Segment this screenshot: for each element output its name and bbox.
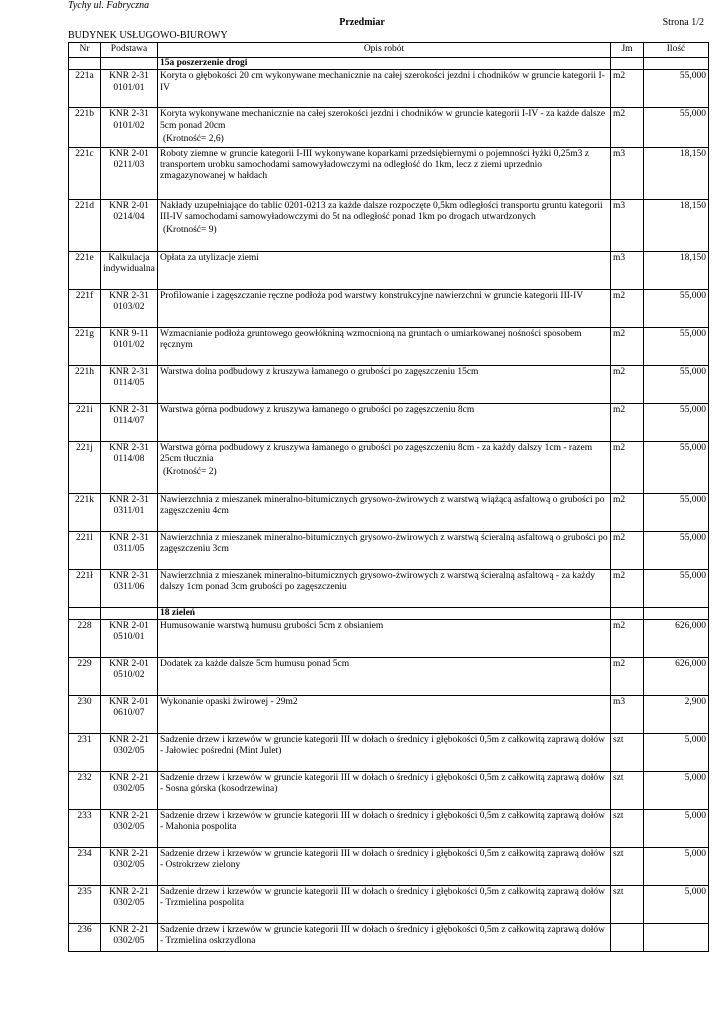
item-description: Sadzenie drzew i krzewów w gruncie kategorii III w dołach o średnicy i głębokości 0,5m z całkowitą zaprawą dołów - Mahonia pospolita [160, 810, 606, 833]
item-description: Warstwa górna podbudowy z kruszywa łamanego o grubości po zagęszczeniu 8cm - za każdy dalszy 1cm - razem 25cm tłucznia [160, 442, 593, 464]
basis-catalog: KNR 2-01 [109, 620, 149, 631]
item-quantity: 55,000 [644, 70, 709, 108]
item-quantity: 5,000 [644, 809, 709, 847]
item-unit: m2 [611, 531, 644, 569]
basis-position: 0114/07 [113, 415, 145, 426]
item-unit: m2 [611, 70, 644, 108]
table-row [69, 733, 709, 771]
item-description-cell [158, 847, 611, 885]
basis-position: 0302/05 [113, 936, 145, 947]
item-quantity: 5,000 [644, 733, 709, 771]
item-basis [101, 199, 158, 251]
table-row [69, 923, 709, 951]
basis-position: 0510/01 [113, 632, 145, 643]
basis-position: 0311/05 [113, 543, 145, 554]
table-row [69, 108, 709, 147]
multiplier-note: (Krotność= 2) [163, 467, 217, 478]
basis-catalog: KNR 2-31 [109, 570, 149, 581]
section-label: 18 zieleń [158, 607, 611, 619]
item-description-cell [158, 70, 611, 108]
item-number: 221g [69, 327, 101, 365]
item-description-cell [158, 147, 611, 199]
item-unit: m2 [611, 108, 644, 147]
table-header-row [69, 43, 709, 58]
basis-catalog: KNR 2-31 [109, 71, 149, 82]
basis-position: 0311/01 [113, 505, 145, 516]
basis-position: 0114/08 [113, 453, 145, 464]
item-number: 221e [69, 251, 101, 289]
item-basis [101, 885, 158, 923]
item-description: Nawierzchnia z mieszanek mineralno-bitumicznych grysowo-żwirowych z warstwą ścieralną asfaltową o grubości po zagęszczeniu 3cm [160, 532, 608, 554]
item-unit: m2 [611, 657, 644, 695]
table-row [69, 289, 709, 327]
item-description-cell [158, 657, 611, 695]
item-quantity: 55,000 [644, 327, 709, 365]
item-basis [101, 108, 158, 147]
item-unit: m2 [611, 441, 644, 493]
estimate-table [68, 42, 709, 952]
basis-position: 0302/05 [113, 746, 145, 757]
item-number: 221c [69, 147, 101, 199]
item-quantity: 55,000 [644, 441, 709, 493]
item-description-cell [158, 809, 611, 847]
table-row [69, 403, 709, 441]
basis-catalog: KNR 2-01 [109, 658, 149, 669]
item-number: 233 [69, 809, 101, 847]
item-description-cell [158, 365, 611, 403]
item-quantity: 5,000 [644, 885, 709, 923]
item-description: Sadzenie drzew i krzewów w gruncie kategorii III w dołach o średnicy i głębokości 0,5m z całkowitą zaprawą dołów - Trzmielina pospolita [160, 886, 606, 909]
item-unit: m3 [611, 251, 644, 289]
basis-catalog: KNR 9-11 [109, 328, 149, 339]
item-description: Nawierzchnia z mieszanek mineralno-bitumicznych grysowo-żwirowych z warstwą wiążącą asfaltową o grubości po zagęszczeniu 4cm [160, 494, 605, 516]
item-description-cell [158, 403, 611, 441]
item-description-cell [158, 531, 611, 569]
item-quantity: 626,000 [644, 619, 709, 657]
item-description-cell [158, 733, 611, 771]
item-basis [101, 441, 158, 493]
basis-position: indywidualna [103, 263, 155, 274]
item-description-cell [158, 441, 611, 493]
table-row [69, 327, 709, 365]
item-description-cell [158, 619, 611, 657]
item-quantity: 5,000 [644, 771, 709, 809]
table-row [69, 365, 709, 403]
item-description: Koryta o głębokości 20 cm wykonywane mechanicznie na całej szerokości jezdni i chodników w gruncie kategorii I-IV [160, 71, 605, 93]
item-description: Wykonanie opaski żwirowej - 29m2 [160, 696, 298, 707]
item-quantity: 18,150 [644, 199, 709, 251]
basis-position: 0510/02 [113, 670, 145, 681]
table-row [69, 695, 709, 733]
table-row [69, 657, 709, 695]
basis-position: 0211/03 [113, 159, 145, 170]
item-quantity: 626,000 [644, 657, 709, 695]
section-row [69, 58, 709, 70]
item-description-cell [158, 327, 611, 365]
section-spacer [69, 607, 101, 619]
item-description: Sadzenie drzew i krzewów w gruncie kategorii III w dołach o średnicy i głębokości 0,5m z całkowitą zaprawą dołów - Trzmielina oskrzydlona [160, 924, 606, 947]
item-basis [101, 147, 158, 199]
item-quantity: 2,900 [644, 695, 709, 733]
item-quantity: 55,000 [644, 403, 709, 441]
item-description-cell [158, 493, 611, 531]
item-unit: szt [611, 847, 644, 885]
basis-catalog: KNR 2-21 [109, 734, 149, 745]
item-unit: szt [611, 733, 644, 771]
item-description: Sadzenie drzew i krzewów w gruncie kategorii III w dołach o średnicy i głębokości 0,5m z całkowitą zaprawą dołów - Jałowiec pośredni (Mint Julet) [160, 734, 606, 757]
basis-position: 0114/05 [113, 377, 145, 388]
item-number: 229 [69, 657, 101, 695]
table-row [69, 147, 709, 199]
basis-catalog: KNR 2-01 [109, 148, 149, 159]
item-description: Nawierzchnia z mieszanek mineralno-bitumicznych grysowo-żwirowych z warstwą ścieralną asfaltową - za każdy dalszy 1cm ponad 3cm grubości po zagęszczeniu [160, 570, 595, 592]
item-description: Sadzenie drzew i krzewów w gruncie kategorii III w dołach o średnicy i głębokości 0,5m z całkowitą zaprawą dołów - Sosna górska (kosodrzewina) [160, 772, 606, 795]
table-row [69, 441, 709, 493]
basis-catalog: KNR 2-21 [109, 848, 149, 859]
basis-catalog: KNR 2-21 [109, 810, 149, 821]
basis-catalog: KNR 2-21 [109, 772, 149, 783]
table-row [69, 493, 709, 531]
basis-position: 0214/04 [113, 211, 145, 222]
item-description: Wzmacnianie podłoża gruntowego geowłókniną wzmocnioną na gruntach o umiarkowanej nośności sposobem ręcznym [160, 328, 582, 350]
item-description-cell [158, 108, 611, 147]
building-name: BUDYNEK USŁUGOWO-BIUROWY [68, 30, 228, 41]
item-number: 236 [69, 923, 101, 951]
document-title: Przedmiar [339, 17, 385, 28]
item-description-cell [158, 569, 611, 607]
basis-position: 0302/05 [113, 784, 145, 795]
item-description: Nakłady uzupełniające do tablic 0201-0213 za każde dalsze rozpoczęte 0,5km odległości transportu gruntu kategorii III-IV samochodami samowyładowczymi do 5t na odległość ponad 1km po drogach utwardzonych [160, 200, 603, 222]
table-row [69, 847, 709, 885]
item-number: 221d [69, 199, 101, 251]
item-basis [101, 493, 158, 531]
item-quantity: 55,000 [644, 289, 709, 327]
item-basis [101, 365, 158, 403]
basis-catalog: KNR 2-31 [109, 109, 149, 120]
item-basis [101, 70, 158, 108]
table-row [69, 531, 709, 569]
item-description: Koryta wykonywane mechanicznie na całej szerokości jezdni i chodników w gruncie kategorii I-IV - za każde dalsze 5cm ponad 20cm [160, 109, 606, 131]
item-quantity: 18,150 [644, 147, 709, 199]
item-basis [101, 569, 158, 607]
basis-position: 0610/07 [113, 708, 145, 719]
basis-catalog: KNR 2-21 [109, 886, 149, 897]
item-number: 221a [69, 70, 101, 108]
item-basis [101, 733, 158, 771]
basis-catalog: KNR 2-31 [109, 494, 149, 505]
basis-position: 0302/05 [113, 860, 145, 871]
item-unit: m2 [611, 365, 644, 403]
item-number: 221l [69, 531, 101, 569]
basis-catalog: KNR 2-31 [109, 366, 149, 377]
basis-position: 0302/05 [113, 822, 145, 833]
item-number: 221b [69, 108, 101, 147]
item-unit: m2 [611, 569, 644, 607]
item-number: 221h [69, 365, 101, 403]
table-row [69, 70, 709, 108]
item-quantity: 5,000 [644, 847, 709, 885]
item-description-cell [158, 289, 611, 327]
item-description-cell [158, 695, 611, 733]
item-quantity: 55,000 [644, 493, 709, 531]
section-spacer [644, 607, 709, 619]
section-spacer [101, 607, 158, 619]
item-quantity [644, 923, 709, 951]
item-unit: m2 [611, 493, 644, 531]
basis-catalog: KNR 2-01 [109, 696, 149, 707]
item-description: Roboty ziemne w gruncie kategorii I-III wykonywane koparkami przedsiębiernymi o pojemności łyżki 0,25m3 z transportem urobku samochodami samowyładowczymi na odległość do 1km, lecz z ziemi uprzednio zmagazynowanej w hałdach [160, 148, 589, 182]
item-unit: m2 [611, 403, 644, 441]
item-basis [101, 251, 158, 289]
item-number: 221k [69, 493, 101, 531]
basis-catalog: Kalkulacja [108, 252, 150, 263]
location-label: Tychy ul. Fabryczna [68, 0, 150, 11]
section-spacer [611, 58, 644, 70]
table-row [69, 251, 709, 289]
item-basis [101, 531, 158, 569]
item-unit: m2 [611, 619, 644, 657]
item-description: Dodatek za każde dalsze 5cm humusu ponad 5cm [160, 658, 350, 669]
table-row [69, 569, 709, 607]
section-label: 15a poszerzenie drogi [158, 58, 611, 70]
basis-catalog: KNR 2-21 [109, 924, 149, 935]
item-number: 235 [69, 885, 101, 923]
item-unit: m2 [611, 327, 644, 365]
section-spacer [101, 58, 158, 70]
item-number: 221f [69, 289, 101, 327]
basis-position: 0311/06 [113, 581, 145, 592]
item-basis [101, 327, 158, 365]
item-number: 232 [69, 771, 101, 809]
basis-catalog: KNR 2-31 [109, 290, 149, 301]
table-row [69, 809, 709, 847]
item-unit: m2 [611, 289, 644, 327]
section-spacer [69, 58, 101, 70]
column-header-podstawa: Podstawa [101, 43, 158, 58]
item-basis [101, 809, 158, 847]
basis-catalog: KNR 2-31 [109, 442, 149, 453]
section-spacer [611, 607, 644, 619]
table-row [69, 199, 709, 251]
basis-position: 0101/02 [113, 339, 145, 350]
item-quantity: 55,000 [644, 365, 709, 403]
basis-catalog: KNR 2-01 [109, 200, 149, 211]
section-row [69, 607, 709, 619]
item-description: Humusowanie warstwą humusu grubości 5cm z obsianiem [160, 620, 384, 631]
item-number: 221ł [69, 569, 101, 607]
page-number: Strona 1/2 [662, 17, 704, 28]
item-basis [101, 771, 158, 809]
item-description: Opłata za utylizacje ziemi [160, 252, 259, 263]
item-quantity: 18,150 [644, 251, 709, 289]
multiplier-note: (Krotność= 9) [163, 225, 217, 236]
basis-catalog: KNR 2-31 [109, 404, 149, 415]
item-number: 221j [69, 441, 101, 493]
item-unit: m3 [611, 199, 644, 251]
item-unit: szt [611, 771, 644, 809]
item-basis [101, 657, 158, 695]
column-header-ilosc: Ilość [644, 43, 709, 58]
item-unit: szt [611, 885, 644, 923]
item-description-cell [158, 251, 611, 289]
item-unit: m3 [611, 695, 644, 733]
item-unit: m3 [611, 147, 644, 199]
item-basis [101, 847, 158, 885]
item-description: Warstwa górna podbudowy z kruszywa łamanego o grubości po zagęszczeniu 8cm [160, 404, 475, 415]
item-number: 230 [69, 695, 101, 733]
item-basis [101, 289, 158, 327]
item-quantity: 55,000 [644, 531, 709, 569]
item-basis [101, 695, 158, 733]
table-row [69, 771, 709, 809]
item-quantity: 55,000 [644, 108, 709, 147]
column-header-opis: Opis robót [158, 43, 611, 58]
basis-position: 0101/01 [113, 82, 145, 93]
item-basis [101, 923, 158, 951]
item-description: Profilowanie i zagęszczanie ręczne podłoża pod warstwy konstrukcyjne nawierzchni w gruncie kategorii III-IV [160, 290, 584, 301]
basis-position: 0302/05 [113, 898, 145, 909]
item-number: 234 [69, 847, 101, 885]
item-description-cell [158, 923, 611, 951]
basis-position: 0103/02 [113, 301, 145, 312]
item-number: 231 [69, 733, 101, 771]
basis-catalog: KNR 2-31 [109, 532, 149, 543]
item-description-cell [158, 885, 611, 923]
item-description-cell [158, 199, 611, 251]
item-basis [101, 403, 158, 441]
column-header-jm: Jm [611, 43, 644, 58]
item-quantity: 55,000 [644, 569, 709, 607]
item-number: 228 [69, 619, 101, 657]
column-header-nr: Nr [69, 43, 101, 58]
multiplier-note: (Krotność= 2,6) [163, 134, 224, 145]
item-unit [611, 923, 644, 951]
item-number: 221i [69, 403, 101, 441]
item-unit: szt [611, 809, 644, 847]
item-description: Warstwa dolna podbudowy z kruszywa łamanego o grubości po zagęszczeniu 15cm [160, 366, 479, 377]
item-description: Sadzenie drzew i krzewów w gruncie kategorii III w dołach o średnicy i głębokości 0,5m z całkowitą zaprawą dołów - Ostrokrzew zielony [160, 848, 606, 871]
table-row [69, 619, 709, 657]
table-row [69, 885, 709, 923]
item-description-cell [158, 771, 611, 809]
basis-position: 0101/02 [113, 120, 145, 131]
item-basis [101, 619, 158, 657]
section-spacer [644, 58, 709, 70]
